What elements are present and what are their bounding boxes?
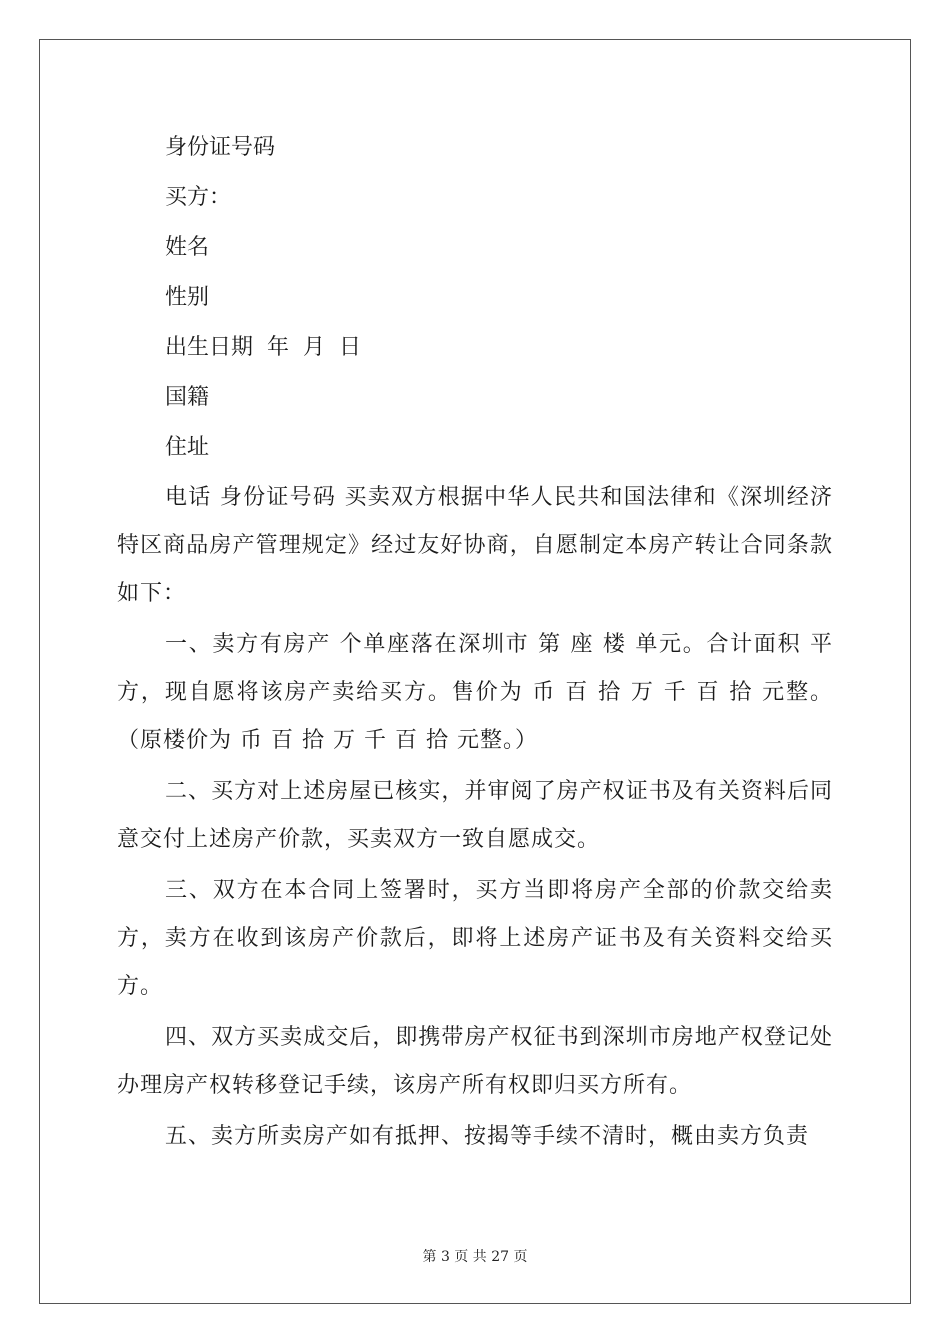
field-nationality: 国籍: [165, 385, 210, 410]
clause-3: 三、双方在本合同上签署时，买方当即将房产全部的价款交给卖方，卖方在收到该房产价款后，即将上述房产证书及有关资料交给买方。: [117, 878, 833, 999]
clause-5: 五、卖方所卖房产如有抵押、按揭等手续不清时，概由卖方负责: [165, 1124, 810, 1149]
field-name: 姓名: [165, 235, 210, 260]
intro-paragraph: 电话 身份证号码 买卖双方根据中华人民共和国法律和《深圳经济特区商品房产管理规定》经过友好协商，自愿制定本房产转让合同条款如下：: [117, 485, 833, 606]
field-gender: 性别: [165, 285, 210, 310]
document-body: [117, 124, 833, 1164]
field-birth-date: 出生日期 年 月 日: [165, 335, 361, 360]
field-address: 住址: [165, 435, 210, 460]
clause-2: 二、买方对上述房屋已核实，并审阅了房产权证书及有关资料后同意交付上述房产价款，买卖双方一致自愿成交。: [117, 779, 833, 852]
buyer-heading: 买方：: [165, 185, 232, 210]
field-id-number: 身份证号码: [165, 135, 276, 160]
clause-1: 一、卖方有房产 个单座落在深圳市 第 座 楼 单元。合计面积 平方，现自愿将该房产卖给买方。售价为 币 百 拾 万 千 百 拾 元整。（原楼价为 币 百 拾 万 千 百 拾 元整。）: [117, 632, 833, 753]
clause-4: 四、双方买卖成交后，即携带房产权征书到深圳市房地产权登记处办理房产权转移登记手续，该房产所有权即归买方所有。: [117, 1025, 833, 1098]
page-number-footer: 第 3 页 共 27 页: [422, 1249, 528, 1265]
